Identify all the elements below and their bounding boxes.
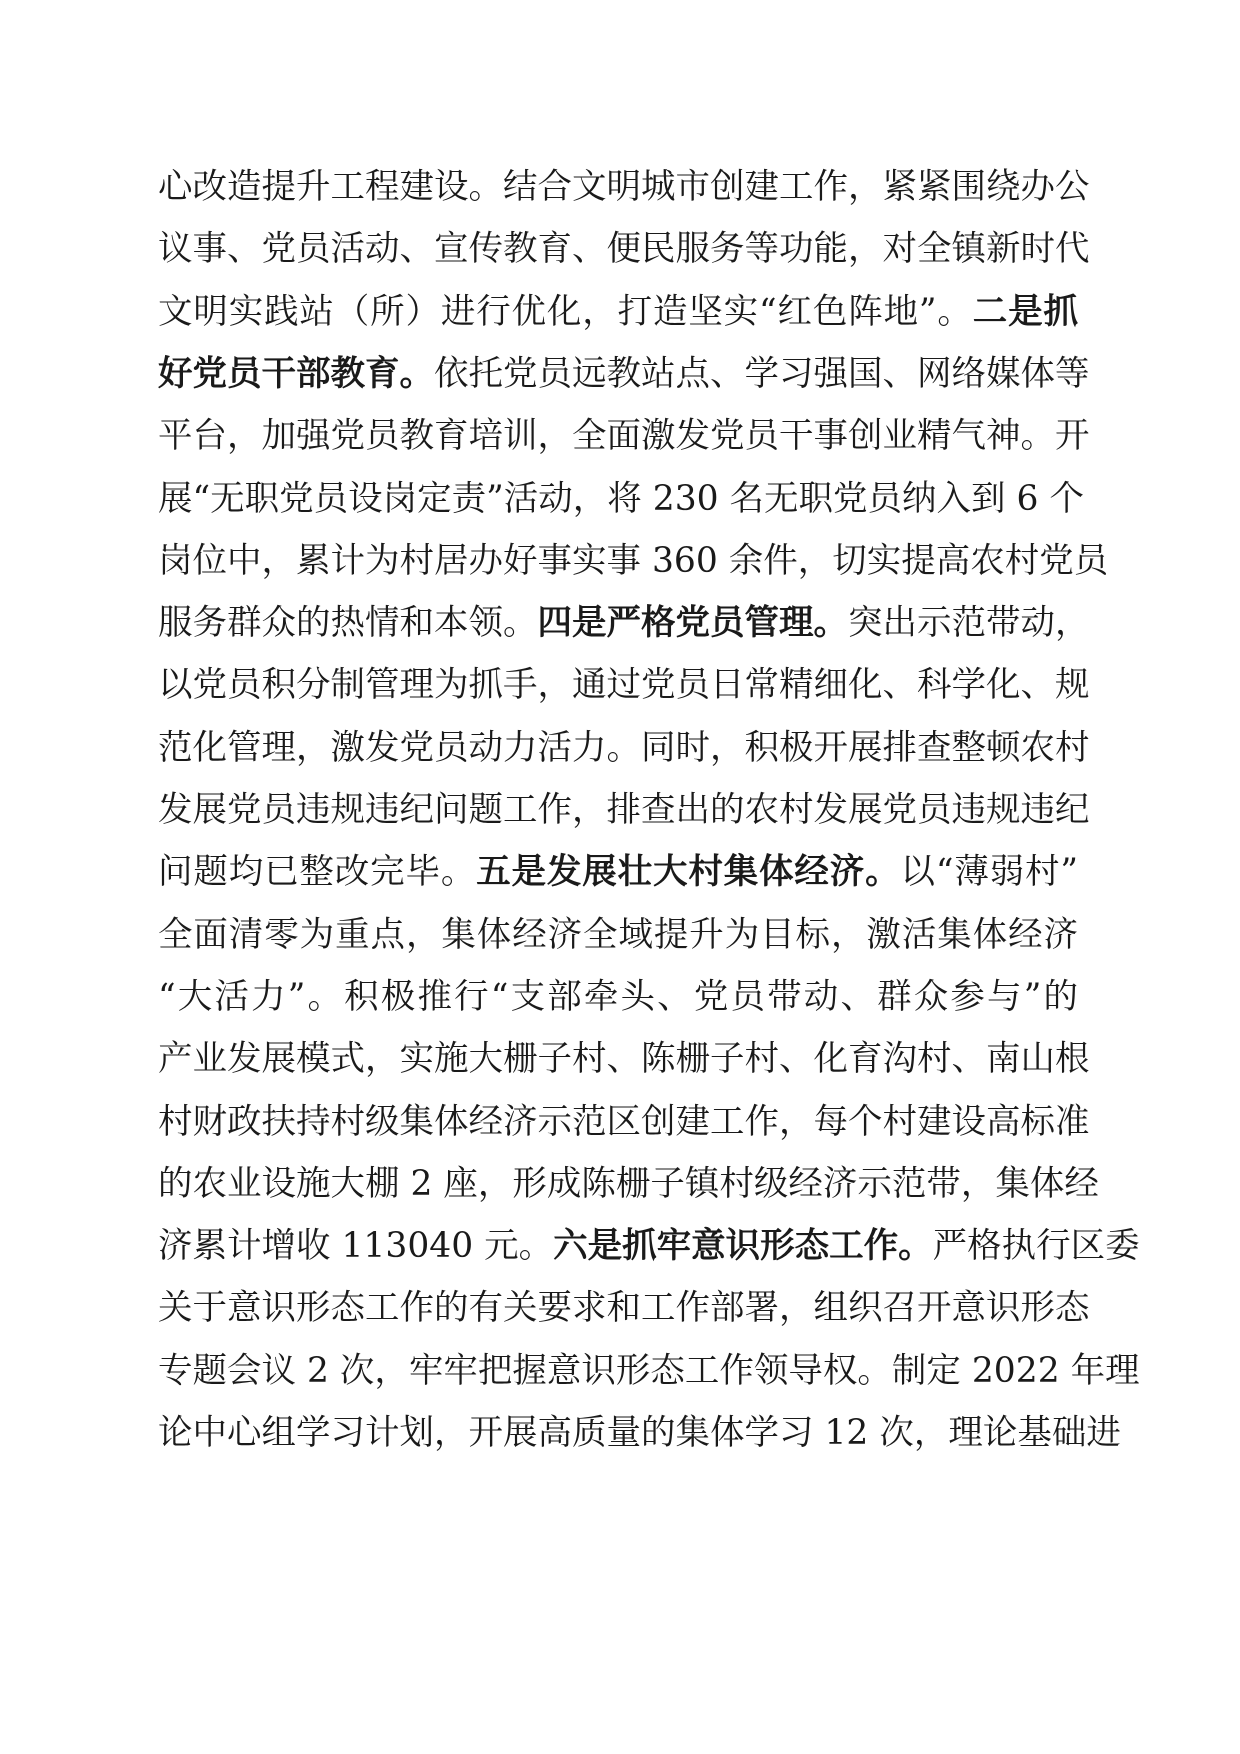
text-line (158, 1344, 1140, 1398)
text-line (158, 1095, 1090, 1149)
text-line (158, 1219, 1140, 1273)
text-line (158, 970, 1078, 1024)
text-line (158, 1406, 1121, 1460)
text-segment: 心改造提升工程建设。结合文明城市创建工作，紧紧围绕办公 (158, 167, 1090, 207)
bold-heading-segment: 五是发展壮大村集体经济。 (476, 852, 901, 893)
text-segment: 以党员积分制管理为抓手，通过党员日常精细化、科学化、规 (158, 665, 1090, 706)
text-segment: 岗位中，累计为村居办好事实事 360 余件，切实提高农村党员 (158, 540, 1109, 581)
text-line (158, 347, 1090, 401)
text-line (158, 409, 1090, 463)
text-segment: “大活力”。积极推行“支部牵头、党员带动、群众参与”的 (158, 976, 1078, 1017)
text-segment: 的农业设施大棚 2 座，形成陈栅子镇村级经济示范带，集体经 (158, 1163, 1099, 1204)
bold-heading-segment: 好党员干部教育。 (158, 353, 434, 394)
text-line (158, 1281, 1090, 1335)
text-segment: 文明实践站（所）进行优化，打造坚实“红色阵地”。 (158, 291, 973, 332)
text-segment: 产业发展模式，实施大栅子村、陈栅子村、化育沟村、南山根 (158, 1039, 1090, 1080)
text-line (158, 596, 1090, 650)
text-line (158, 534, 1109, 588)
text-line (158, 658, 1090, 712)
text-segment: 议事、党员活动、宣传教育、便民服务等功能，对全镇新时代 (158, 229, 1090, 270)
text-segment: 问题均已整改完毕。 (158, 852, 477, 893)
text-segment: 专题会议 2 次，牢牢把握意识形态工作领导权。制定 2022 年理 (158, 1350, 1140, 1391)
text-line (158, 160, 1090, 214)
text-segment: 严格执行区委 (932, 1226, 1140, 1267)
text-line (158, 1032, 1090, 1086)
text-segment: 以“薄弱村” (900, 852, 1079, 893)
text-segment: 突出示范带动， (848, 603, 1090, 644)
text-segment: 全面清零为重点，集体经济全域提升为目标，激活集体经济 (158, 914, 1078, 955)
text-line (158, 783, 1090, 837)
text-segment: 村财政扶持村级集体经济示范区创建工作，每个村建设高标准 (158, 1101, 1090, 1142)
text-segment: 展“无职党员设岗定责”活动，将 230 名无职党员纳入到 6 个 (158, 478, 1084, 519)
text-line (158, 845, 1078, 899)
text-line (158, 472, 1084, 526)
text-line (158, 721, 1090, 775)
text-line (158, 285, 1078, 339)
bold-heading-segment: 四是严格党员管理。 (537, 603, 848, 644)
text-segment: 论中心组学习计划，开展高质量的集体学习 12 次，理论基础进 (158, 1413, 1121, 1453)
text-segment: 依托党员远教站点、学习强国、网络媒体等 (434, 353, 1090, 394)
text-segment: 发展党员违规违纪问题工作，排查出的农村发展党员违规违纪 (158, 790, 1090, 830)
text-line (158, 908, 1078, 962)
text-line (158, 1157, 1099, 1211)
bold-heading-segment: 六是抓牢意识形态工作。 (553, 1226, 933, 1267)
text-line (158, 222, 1090, 276)
text-segment: 范化管理，激发党员动力活力。同时，积极开展排查整顿农村 (158, 727, 1090, 768)
bold-heading-segment: 二是抓 (972, 291, 1079, 332)
text-segment: 关于意识形态工作的有关要求和工作部署，组织召开意识形态 (158, 1288, 1090, 1329)
text-segment: 服务群众的热情和本领。 (158, 603, 538, 644)
text-segment: 济累计增收 113040 元。 (158, 1226, 554, 1267)
text-segment: 平台，加强党员教育培训，全面激发党员干事创业精气神。开 (158, 416, 1090, 457)
